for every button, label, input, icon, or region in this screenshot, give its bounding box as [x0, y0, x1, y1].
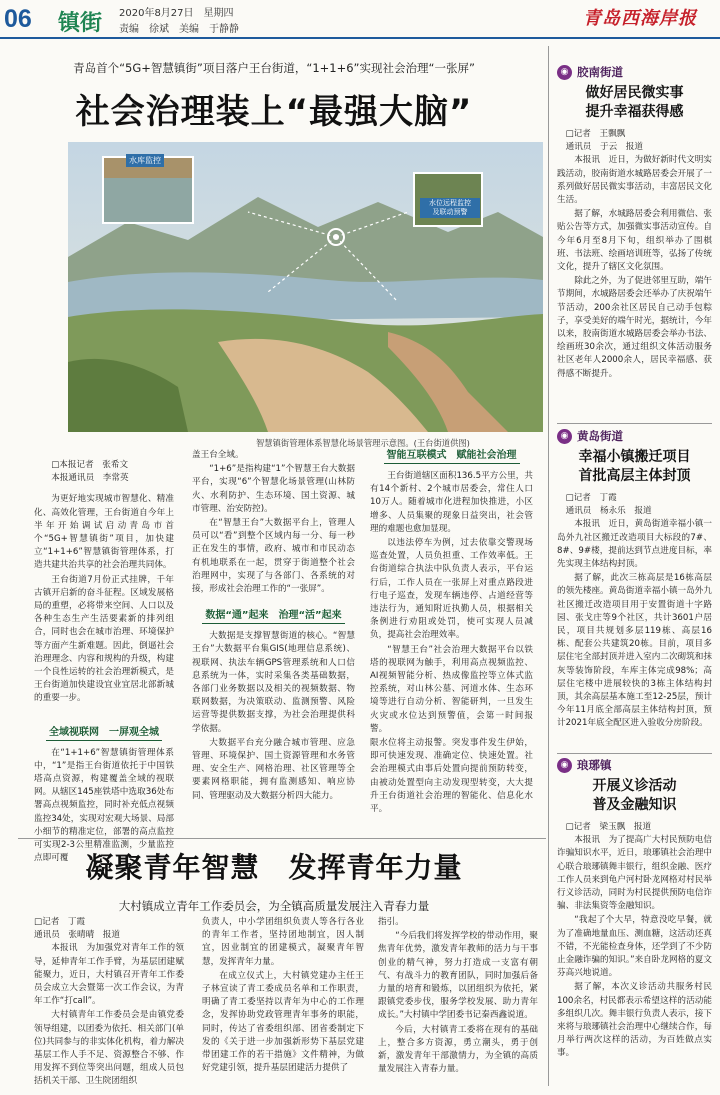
header-rule	[0, 37, 720, 39]
bottom-column-1	[34, 916, 184, 1089]
date-line: 2020年8月27日 星期四	[119, 8, 234, 19]
sidebar-paragraph: 据了解，水城路居委会利用微信、张贴公告等方式，加强微实事活动宣传。自今年6月至8月下旬，组织举办了围棋班、书法班、绘画培训班等，弘扬了传统文化，提升了辖区文化氛围。	[557, 209, 712, 273]
lead-paragraph: “智慧王台”社会治理大数据平台以铁塔的视联网为触手，利用高点视频监控、AI视频智能分析、热成像监控等立体式监控系统，对山林公墓、河道水体、生态环境等进行自动分析、智能研判，一旦发生火灾或水位达到预警值，会第一时间报警。	[370, 644, 533, 734]
sidebar-rule	[557, 753, 712, 754]
lead-paragraph: 王台街道辖区面积136.5平方公里，共有14个新村、2个城市居委会，常住人口10万人。随着城市化进程加快推进，小区增多、人员集聚的现象日益突出，社会管理的难题也愈加显现。	[370, 471, 533, 534]
newspaper-logo: 青岛西海岸报	[583, 8, 697, 29]
lead-paragraph: “1+6”是指构建“1”个智慧王台大数据平台，实现“6”个智慧化场景管理(山林防火、水利防护、生态环境、国土资源、城市管理、治安防控)。	[192, 464, 355, 514]
sidebar-rule	[557, 423, 712, 424]
lead-illustration	[68, 142, 543, 432]
lead-paragraph: 限水位将主动报警。突发事件发生伊始，即可快速发现、准确定位、快速处置。社会治理模式由事后处置向提前预防转变，由被动处置型向主动发现型转变，大大提升王台街道社会治理的智能化、信息化水平。	[370, 738, 533, 815]
sidebar-paragraph: 据了解，本次义诊活动共服务村民100余名，村民都表示希望这样的活动能多组织几次。舞丰银行负责人表示，接下来将与琅琊镇社会治理中心继续合作，每月举行两次这样的活动，为百姓做点实事。	[557, 982, 712, 1059]
bottom-paragraph: 负责人，中小学团组织负责人等各行各业的青年工作者，坚持团地制宜，因人制宜，因业制宜的团建模式，凝聚青年智慧，发挥青年力量。	[202, 917, 364, 967]
bottom-column-3	[378, 916, 538, 1076]
sidebar-location-header: ◉ 胶南街道	[557, 64, 712, 80]
subheading-smart-mode: 智能互联模式 赋能社会治理	[370, 449, 533, 464]
lead-paragraph: 以违法停车为例，过去依靠交警现场巡查处置，人员负担重、工作效率低。王台街道综合执法中队负责人表示，平台运行后，工作人员在一张屏上对重点路段进行电子巡查，发现车辆违停、占道经营等违法行为，通知附近执勤人员，根据相关条例进行劝阻或处罚，使可实现人员减负，提高社会治理效率。	[370, 538, 533, 641]
water-level-label: 水位远程监控 及联动预警	[420, 198, 480, 218]
sidebar-byline: □记者 王飘飘	[565, 129, 626, 139]
sidebar-news-title: 幸福小镇搬迁项目 首批高层主体封顶	[578, 449, 691, 484]
lead-kicker: 青岛首个“5G+智慧镇街”项目落户王台街道，“1+1+6”实现社会治理“一张屏”	[73, 61, 475, 75]
sidebar-byline: 通讯员 杨永乐 报道	[565, 506, 652, 517]
bottom-paragraph: 大村镇青年工作委员会是由镇党委领导组建，以团委为依托、相关部门(单位)共同参与的非实体化机构，着力解决基层工作人手不足、资源整合不够、作用发挥不到位等突出问题，组成人员包括机关干部、卫生院团组织	[34, 1010, 184, 1087]
sidebar-paragraph: 除此之外，为了促进邻里互助，端午节期间，水城路居委会还举办了庆祝端午节活动，200余社区居民自己动手包粽子，享受美好的端午时光，据统计，今年以来，胶南街道水城路居委会举办书法、绘画班30余次，通过组织文体活动服务社区老年人2000余人，居民幸福感、获得感不断提升。	[557, 276, 712, 379]
sidebar-paragraph: 本报讯 近日，黄岛街道幸福小镇一岛外九社区搬迁改造项目大标段的7#、8#、9#楼，提前达到节点进度目标，率先实现主体结构封顶。	[557, 519, 712, 570]
section-name: 镇街	[58, 11, 103, 36]
sidebar-byline: □记者 丁霞	[565, 493, 617, 503]
sidebar-paragraph: 据了解，此次三栋高层是16栋高层的领先楼座。黄岛街道幸福小镇一岛外九社区搬迁改造项目用于安置街道十字路园、张戈庄等9个社区，共计3601户居民，项目共规划多层119栋、高层16栋、配套公共建筑20栋。目前，项目多层住宅全部封顶并进入室内二次砌筑和抹灰等装饰阶段，车库主体完成98%；高层住宅楼中进展较快的3栋主体结构封顶，其余高层基本施工至12-25层，预计今年11月底全部高层主体结构封顶，预计2021年底全配区进入验收分房阶段。	[557, 573, 712, 729]
lead-column-1	[34, 459, 174, 865]
bottom-paragraph: 指引。	[378, 917, 404, 927]
sidebar-news-2	[557, 428, 712, 731]
location-marker-icon: ◉	[557, 429, 572, 444]
sidebar-news-1	[557, 64, 712, 381]
lead-paragraph: 大数据是支撑智慧街道的核心。“智慧王台”大数据平台集GIS(地理信息系统)、视联网、执法车辆GPS管理系统和人口信息系统为一体，实时采集各类基础数据，各部门业务数据以及相关的视频数据、物联网数据，为决策联动、监测预警、风险运营等提供数据支撑，为社会治理提供科学依据。	[192, 631, 355, 734]
sidebar-news-3	[557, 757, 712, 1061]
sidebar-paragraph: 本报讯 为了提高广大村民预防电信诈骗知识水平，近日，琅琊镇社会治理中心联合琅琊镇舞丰银行，组织金融、医疗工作人员来到龟户河村卧龙网格对村民举行义诊活动，同时为村民提供预防电信诈骗、非法集资等金融知识。	[557, 835, 712, 912]
subheading-data: 数据“通”起来 治理“活”起来	[192, 609, 355, 624]
lead-paragraph: 盖王台全域。	[192, 450, 244, 460]
lead-paragraph: 大数据平台充分融合城市管理、应急管理、环境保护、国土资源管理和水务管理、安全生产、网格治理、社区管理等全要素网格职能，拥有监测感知、响应协同、管理驱动及大数据分析四大能力。	[192, 737, 355, 801]
bottom-paragraph: 今后，大村镇青工委将在现有的基础上，整合多方资源，勇立潮头，勇于创新，激发青年干部激情力，为全镇的高质量发展注入青春力量。	[378, 1024, 538, 1075]
bottom-byline-1: □记者 丁霞	[34, 917, 86, 927]
lead-paragraph: 为更好地实现城市智慧化、精准化、高效化管理，王台街道自今年上半年开始调试启动青岛市首个“5G+智慧镇街”项目，加快建立“1+1+6”智慧镇街管理体系，打造共建共治共享的社会治理共同体。	[34, 494, 174, 571]
bottom-paragraph: “今后我们将发挥学校的带动作用，聚焦青年优势，激发青年教师的活力与干事创业的精气神，努力打造成一支富有朝气、有战斗力的教育团队，同时加强后备力量的培育和锻炼，以团组织为依托，紧跟镇党委步伐，服务学校发展、助力青年成长。”大村镇中学团委书记秦西鑫说道。	[378, 931, 538, 1021]
sidebar-divider	[548, 46, 549, 1086]
lead-title: 社会治理装上“最强大脑”	[75, 92, 473, 132]
sidebar-location-header: ◉ 琅琊镇	[557, 757, 712, 773]
bottom-paragraph: 本报讯 为加强党对青年工作的领导，延伸青年工作手臂，为基层团建赋能聚力，近日，大村镇召开青年工作委员会成立大会暨第一次工作会议，为青年工作“打call”。	[34, 943, 184, 1007]
sidebar-location-header: ◉ 黄岛街道	[557, 428, 712, 444]
bottom-title: 凝聚青年智慧 发挥青年力量	[85, 851, 463, 884]
lead-paragraph: 在“1+1+6”智慧镇街管理体系中，“1”是指王台街道依托于中国铁塔高点资源，构建覆盖全域的视联网。从辖区145座铁塔中选取36处布署高点视频监控，同时补充低点视频监控34处，实现对宏观大场景、局部小细节的精准定位，部署的高点监控可实现2-3公里精准监测，少量监控点即可覆	[34, 747, 174, 864]
sidebar-byline: 通讯员 于云 报道	[565, 142, 643, 153]
reservoir-monitor-label: 水库监控	[126, 154, 164, 167]
sidebar-news-title: 开展义诊活动 普及金融知识	[592, 778, 677, 813]
sidebar-paragraph: 本报讯 近日，为做好新时代文明实践活动，胶南街道水城路居委会开展了一系列做好居民微实事活动，丰富居民文化生活。	[557, 155, 712, 206]
sidebar-paragraph: “我起了个大早，特意没吃早餐，就为了准确地量血压、测血糖，这活动还真不错，不光能检查身体，还学到了不少防止金融诈骗的知识。”来自卧龙网格的夏文芬高兴地说道。	[557, 915, 712, 979]
location-marker-icon: ◉	[557, 65, 572, 80]
bottom-paragraph: 在成立仪式上，大村镇党建办主任王子林宣读了青工委成员名单和工作职责，明确了青工委坚持以青年为中心的工作理念，发挥协助党政管理青年事务的职能，同时，传达了省委组织部、团省委制定下发的《关于进一步加强新形势下基层党建带团建工作的若干措施》文件精神，为做好党建引领，提升基层团建活力提供了	[202, 970, 364, 1074]
lead-byline-1: □本报记者 张希文	[51, 460, 129, 470]
page-header	[0, 0, 720, 40]
bottom-column-2	[202, 916, 364, 1075]
lead-paragraph: 在“智慧王台”大数据平台上，管理人员可以“看”到整个区域内每一分、每一秒正在发生的事情，政府、城市和市民动态有机地联系在一起，贯穿于街道整个社会治理网中，实现了与各部门、各系统的对接，形成社会治理工作的“一张屏”。	[192, 518, 355, 595]
bottom-subtitle: 大村镇成立青年工作委员会，为全镇高质量发展注入青春力量	[118, 899, 430, 913]
editors-line: 责编 徐斌 美编 于静静	[119, 24, 239, 35]
lead-column-3	[370, 449, 533, 816]
illustration-caption: 智慧镇街管理体系智慧化场景管理示意图。(王台街道供图)	[256, 438, 470, 448]
location-marker-icon: ◉	[557, 758, 572, 773]
bottom-byline-2: 通讯员 张晴晴 报道	[34, 930, 120, 941]
sidebar-news-title: 做好居民微实事 提升幸福获得感	[585, 85, 684, 120]
subheading-video-network: 全域视联网 一屏观全城	[34, 726, 174, 741]
page-number: 06	[4, 5, 32, 33]
lead-column-2	[192, 449, 355, 803]
lead-byline-2: 本报通讯员 李常英	[51, 473, 129, 484]
sidebar-byline: □记者 梁玉飘 报道	[565, 822, 652, 832]
lead-paragraph: 王台街道7月份正式挂牌，千年古镇开启新的奋斗征程。区域发展格局的重塑，必将带来空间、人口以及各种生态生产生活要素新的排列组合，同时也会在城市治理、环境保护等方面产生新难题。因此，倒逼社会治理理念、内容和规构的升级，构建一个良性运转的社会治理新模式，是王台街道加快建设宜业宜居北部新城的重要一步。	[34, 574, 174, 704]
section-rule	[18, 838, 546, 839]
